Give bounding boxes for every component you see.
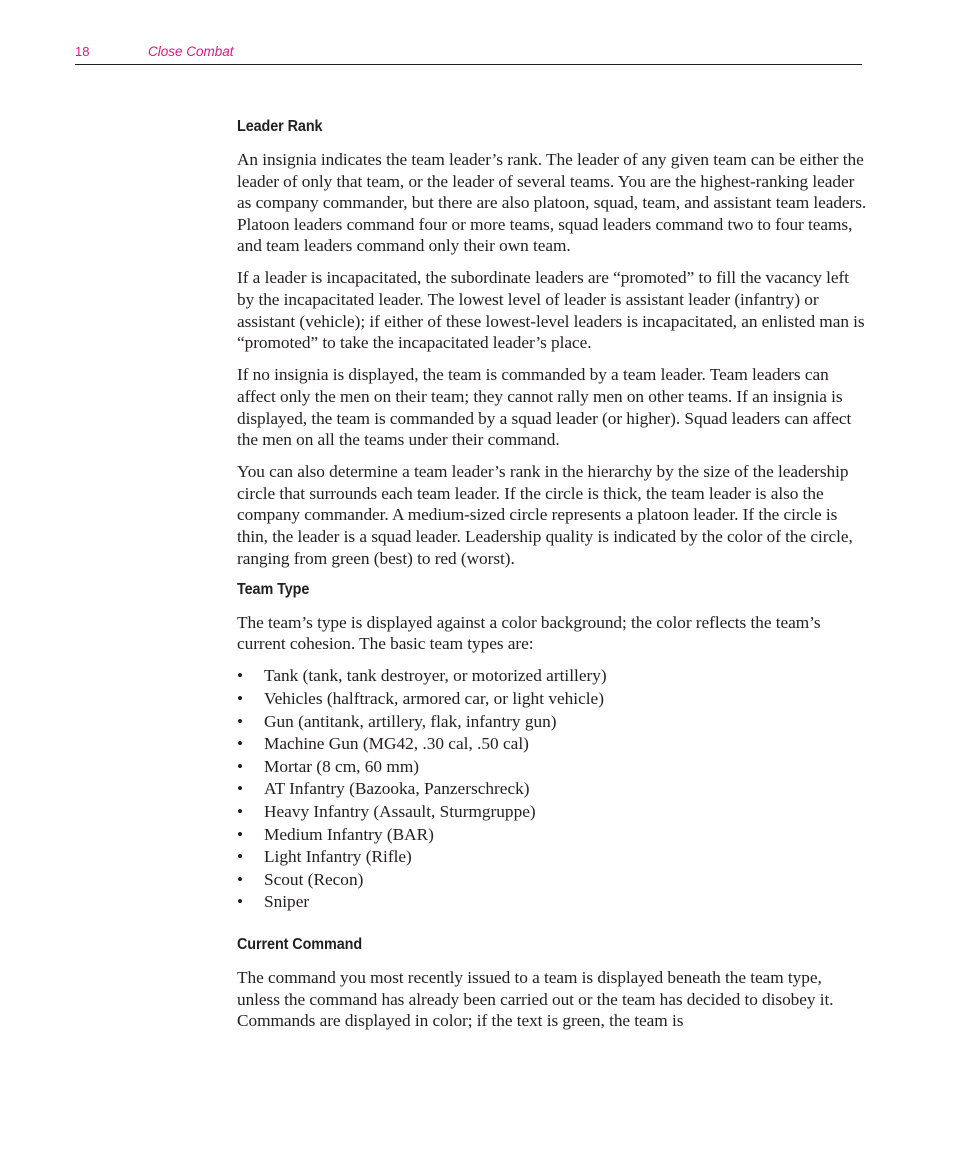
- list-item-text: AT Infantry (Bazooka, Panzerschreck): [264, 779, 530, 799]
- paragraph: You can also determine a team leader’s rank in the hierarchy by the size of the leadership circle that surrounds each team leader. If the circle is thick, the team leader is also the company commander. A medium-sized circle represents a platoon leader. If the circle is thin, the leader is a squad leader. Leadership quality is indicated by the color of the circle, ranging from green (best) to red (worst).: [237, 462, 853, 568]
- list-item-text: Mortar (8 cm, 60 mm): [264, 756, 420, 776]
- paragraph: The team’s type is displayed against a color background; the color reflects the team’s current cohesion. The basic team types are:: [237, 612, 821, 654]
- list-item: [237, 733, 867, 756]
- list-item: [237, 665, 867, 688]
- list-item-text: Scout (Recon): [264, 869, 364, 889]
- bullet-icon: •: [237, 824, 244, 844]
- list-item: [237, 756, 867, 779]
- book-title: Close Combat: [148, 44, 234, 59]
- bullet-icon: •: [237, 847, 244, 867]
- bullet-icon: •: [237, 801, 244, 821]
- bullet-icon: •: [237, 779, 244, 799]
- team-type-list: [237, 665, 867, 914]
- list-item: [237, 688, 867, 711]
- section-leader-rank: [237, 117, 867, 569]
- list-item-text: Medium Infantry (BAR): [264, 824, 434, 844]
- bullet-icon: •: [237, 756, 244, 776]
- list-item-text: Sniper: [264, 892, 310, 912]
- section-heading-current-command: Current Command: [237, 935, 363, 953]
- list-item: [237, 891, 867, 914]
- bullet-icon: •: [237, 892, 244, 912]
- list-item: [237, 778, 867, 801]
- list-item-text: Tank (tank, tank destroyer, or motorized artillery): [264, 666, 607, 686]
- bullet-icon: •: [237, 734, 244, 754]
- list-item: [237, 869, 867, 892]
- page-body: [237, 117, 867, 1042]
- paragraph: If a leader is incapacitated, the subordinate leaders are “promoted” to fill the vacancy left by the incapacitated leader. The lowest level of leader is assistant leader (infantry) or assistant (vehicle); if either of these lowest-level leaders is incapacitated, an enlisted man is “promoted” to take the incapacitated leader’s place.: [237, 268, 865, 353]
- list-item-text: Vehicles (halftrack, armored car, or light vehicle): [264, 688, 604, 708]
- section-current-command: [237, 935, 867, 1032]
- running-header: [75, 42, 862, 65]
- bullet-icon: •: [237, 666, 244, 686]
- paragraph: If no insignia is displayed, the team is commanded by a team leader. Team leaders can affect only the men on their team; they cannot rally men on other teams. If an insignia is displayed, the team is commanded by a squad leader (or higher). Squad leaders can affect the men on all the teams under their command.: [237, 365, 852, 450]
- list-item-text: Gun (antitank, artillery, flak, infantry gun): [264, 711, 557, 731]
- list-item-text: Heavy Infantry (Assault, Sturmgruppe): [264, 801, 536, 821]
- paragraph: An insignia indicates the team leader’s rank. The leader of any given team can be either the leader of only that team, or the leader of several teams. You are the highest-ranking leader as company commander, but there are also platoon, squad, team, and assistant team leaders. Platoon leaders command four or more teams, squad leaders command two to four teams, and team leaders command only their own team.: [237, 150, 867, 256]
- list-item: [237, 801, 867, 824]
- bullet-icon: •: [237, 869, 244, 889]
- bullet-icon: •: [237, 688, 244, 708]
- bullet-icon: •: [237, 711, 244, 731]
- list-item-text: Light Infantry (Rifle): [264, 847, 412, 867]
- section-heading-leader-rank: Leader Rank: [237, 118, 323, 135]
- list-item: [237, 846, 867, 869]
- page-number: 18: [75, 44, 90, 59]
- section-team-type: [237, 580, 867, 914]
- paragraph: The command you most recently issued to a team is displayed beneath the team type, unless the command has already been carried out or the team has decided to disobey it. Commands are displayed in color; if the text is green, the team is: [237, 967, 834, 1031]
- list-item-text: Machine Gun (MG42, .30 cal, .50 cal): [264, 734, 529, 754]
- section-heading-team-type: Team Type: [237, 580, 310, 598]
- list-item: [237, 711, 867, 734]
- list-item: [237, 824, 867, 847]
